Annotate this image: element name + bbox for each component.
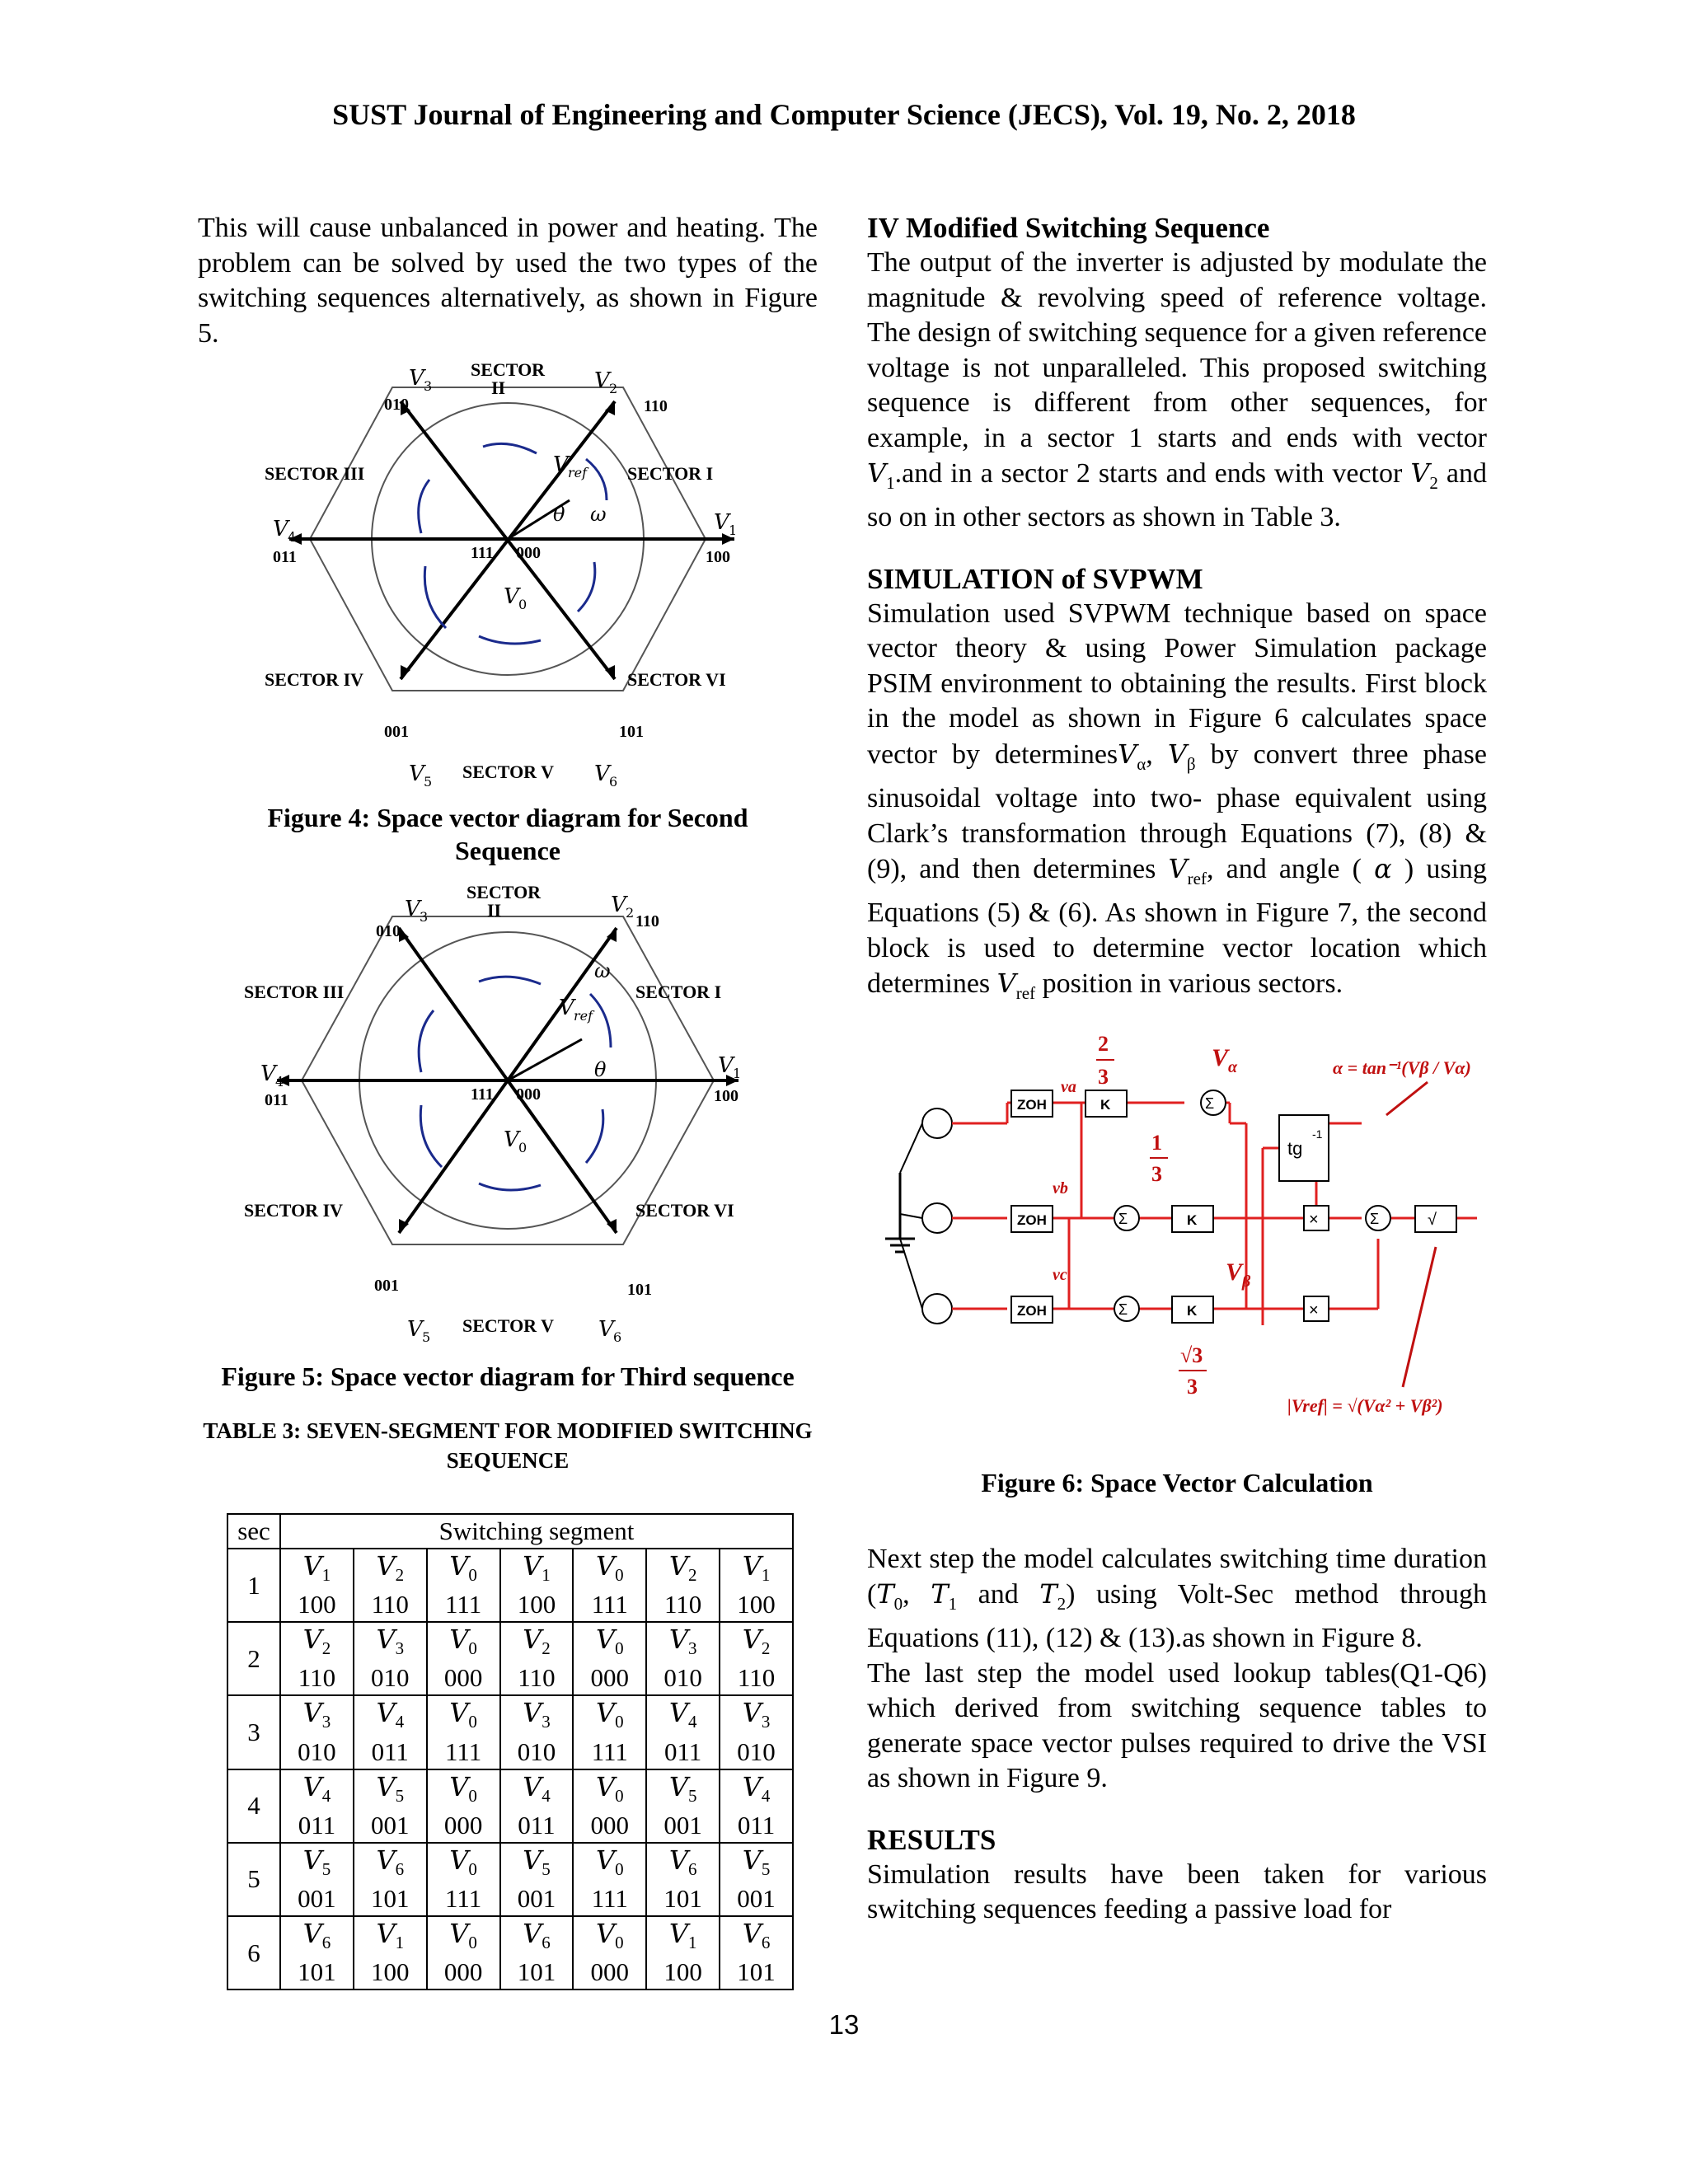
fig5-v2: V xyxy=(611,893,626,917)
fig4-omega: ω xyxy=(590,503,607,526)
left-column xyxy=(198,211,818,1475)
segment-cell: $V_4$ 011 xyxy=(354,1695,427,1769)
fig4-v1: V xyxy=(714,510,729,535)
segment-cell: $V_3$ 010 xyxy=(646,1622,720,1695)
fig5-code-011: 011 xyxy=(265,1091,288,1109)
gain-3b: 3 xyxy=(1151,1161,1162,1186)
intro-paragraph: This will cause unbalanced in power and heating. The problem can be solved by used the two types of the switching sequences alternatively, as shown in Figure 5. xyxy=(198,213,818,349)
sector-cell: 5 xyxy=(227,1843,280,1916)
segment-cell: $V_1$ 100 xyxy=(646,1916,720,1990)
switching-segment-table xyxy=(227,1513,794,1990)
segment-cell: $V_0$ 111 xyxy=(427,1549,500,1622)
zoh-label-b: ZOH xyxy=(1017,1212,1047,1228)
table-row xyxy=(227,1916,793,1990)
table-body xyxy=(227,1549,793,1990)
gain-root3: √3 xyxy=(1180,1343,1203,1367)
source-a xyxy=(922,1108,952,1324)
table-3-title-line1: TABLE 3: SEVEN-SEGMENT FOR MODIFIED SWITCHING xyxy=(203,1418,813,1443)
results-paragraph: Simulation results have been taken for various switching sequences feeding a passive load for xyxy=(867,1858,1487,1925)
table-row xyxy=(227,1769,793,1843)
fig4-v6: V xyxy=(594,762,610,786)
fig4-code-110: 110 xyxy=(644,397,668,415)
segment-cell: $V_0$ 111 xyxy=(573,1843,646,1916)
segment-cell: $V_5$ 001 xyxy=(646,1769,720,1843)
next-step-paragraph: Next step the model calculates switching time duration ($T_0$, $T_1$ and $T_2$) using Volt-Sec method through Equations (11), (12) & (13).as shown in Figure 8. xyxy=(867,1543,1487,1654)
fig4-vref: V xyxy=(553,452,569,477)
gain-3c: 3 xyxy=(1187,1374,1198,1399)
journal-header: SUST Journal of Engineering and Computer Science (JECS), Vol. 19, No. 2, 2018 xyxy=(332,98,1356,131)
table-3-title-line2: SEQUENCE xyxy=(446,1448,570,1473)
k-label-a: K xyxy=(1100,1096,1111,1113)
arctan-block xyxy=(1279,1115,1329,1181)
vc-label: vc xyxy=(1053,1265,1067,1284)
segment-cell: $V_4$ 011 xyxy=(280,1769,354,1843)
segment-header: Switching segment xyxy=(280,1514,793,1549)
gain-3: 3 xyxy=(1098,1064,1109,1089)
fig5-code-001: 001 xyxy=(374,1277,399,1295)
svg-text:4: 4 xyxy=(288,529,297,545)
fig4-v3: V xyxy=(409,366,424,391)
fig5-code-100: 100 xyxy=(714,1087,738,1105)
fig4-code-101: 101 xyxy=(619,723,644,741)
sector-cell: 1 xyxy=(227,1549,280,1622)
mult-a-label: × xyxy=(1309,1210,1319,1229)
segment-cell: $V_3$ 010 xyxy=(354,1622,427,1695)
svg-text:0: 0 xyxy=(518,597,528,612)
fig5-sector6-label: SECTOR VI xyxy=(635,1200,734,1221)
figure-4-caption-line2: Sequence xyxy=(455,836,560,865)
modified-sequence-heading: IV Modified Switching Sequence xyxy=(867,212,1270,244)
segment-cell: $V_5$ 001 xyxy=(280,1843,354,1916)
k-label-c: K xyxy=(1187,1302,1198,1319)
simulation-heading: SIMULATION of SVPWM xyxy=(867,562,1203,595)
fig5-theta: θ xyxy=(594,1058,607,1081)
fig5-code-101: 101 xyxy=(627,1281,652,1299)
segment-cell: $V_1$ 100 xyxy=(500,1549,574,1622)
svg-text:4: 4 xyxy=(275,1074,284,1090)
simulation-paragraph: Simulation used SVPWM technique based on space vector theory & using Power Simulation package PSIM environment to obtaining the results. First block in the model as shown in Figure 6 calculates space vector by determinesV$_\alpha$, $V_\beta$ by convert three phase sinusoidal voltage into two- phase equivalent using Clark’s transformation through Equations (7), (8) & (9), and then determines $V_{ref}$, and angle ( α ) using Equations (5) & (6). As shown in Figure 7, the second block is used to determine vector location which determines $V_{ref}$ position in various sectors. xyxy=(867,598,1487,1004)
vref-pointer xyxy=(1403,1247,1436,1387)
fig5-v1: V xyxy=(718,1053,734,1078)
fig4-sector4-label: SECTOR IV xyxy=(265,669,364,690)
svg-text:6: 6 xyxy=(613,1329,622,1345)
fig4-code-111: 111 xyxy=(471,544,494,562)
gain-2: 2 xyxy=(1098,1032,1109,1056)
table-header-row xyxy=(227,1514,793,1549)
figure-5-diagram xyxy=(219,879,796,1357)
svg-text:2: 2 xyxy=(626,905,635,921)
fig5-v3: V xyxy=(405,897,420,921)
segment-cell: $V_0$ 000 xyxy=(573,1622,646,1695)
fig4-v0: V xyxy=(504,584,519,609)
alpha-equation: α = tan⁻¹(Vβ / Vα) xyxy=(1333,1057,1471,1078)
sector-cell: 6 xyxy=(227,1916,280,1990)
figure-6-diagram xyxy=(867,1033,1487,1461)
figure-4-caption xyxy=(198,801,818,867)
table-row xyxy=(227,1622,793,1695)
fig4-v5: V xyxy=(409,762,424,786)
fig4-sector2-label: SECTOR xyxy=(471,359,546,380)
fig4-code-010: 010 xyxy=(384,396,409,414)
fig4-v4: V xyxy=(273,517,288,541)
figure-6-caption: Figure 6: Space Vector Calculation xyxy=(981,1467,1373,1497)
svg-text:3: 3 xyxy=(424,378,433,394)
zoh-label-a: ZOH xyxy=(1017,1096,1047,1113)
vb-label: vb xyxy=(1053,1179,1068,1197)
fig4-code-000: 000 xyxy=(516,544,541,562)
segment-cell: $V_2$ 110 xyxy=(720,1622,793,1695)
segment-cell: $V_2$ 110 xyxy=(354,1549,427,1622)
segment-cell: $V_0$ 111 xyxy=(573,1549,646,1622)
svg-text:β: β xyxy=(1242,1272,1251,1291)
sqrt-label: √ xyxy=(1428,1210,1437,1229)
fig4-sector6-label: SECTOR VI xyxy=(627,669,726,690)
k-label-b: K xyxy=(1187,1212,1198,1228)
segment-cell: $V_0$ 000 xyxy=(427,1769,500,1843)
segment-cell: $V_1$ 100 xyxy=(280,1549,354,1622)
segment-cell: $V_0$ 111 xyxy=(427,1695,500,1769)
segment-cell: $V_5$ 001 xyxy=(354,1769,427,1843)
right-column xyxy=(867,211,1487,1928)
segment-cell: $V_2$ 110 xyxy=(280,1622,354,1695)
segment-cell: $V_0$ 111 xyxy=(573,1695,646,1769)
sec-header: sec xyxy=(227,1514,280,1549)
alpha-pointer xyxy=(1386,1082,1428,1115)
va-label: va xyxy=(1061,1077,1076,1096)
sector-cell: 3 xyxy=(227,1695,280,1769)
results-heading: RESULTS xyxy=(867,1823,996,1856)
segment-cell: $V_4$ 011 xyxy=(500,1769,574,1843)
svg-text:5: 5 xyxy=(422,1329,431,1345)
fig5-code-111: 111 xyxy=(471,1085,494,1104)
svg-text:α: α xyxy=(1228,1057,1238,1076)
segment-cell: $V_3$ 010 xyxy=(280,1695,354,1769)
svg-text:6: 6 xyxy=(609,774,618,790)
svg-text:ref: ref xyxy=(568,465,588,480)
segment-cell: $V_0$ 111 xyxy=(427,1843,500,1916)
sum-a-label: Σ xyxy=(1205,1094,1215,1112)
segment-cell: $V_6$ 101 xyxy=(354,1843,427,1916)
segment-cell: $V_4$ 011 xyxy=(720,1769,793,1843)
fig4-sector3-label: SECTOR III xyxy=(265,463,365,484)
svg-text:5: 5 xyxy=(424,774,433,790)
fig5-v4: V xyxy=(260,1062,276,1086)
fig5-v0: V xyxy=(504,1127,519,1152)
segment-cell: $V_2$ 110 xyxy=(500,1622,574,1695)
tg-sup: -1 xyxy=(1312,1127,1323,1141)
fig4-sector1-label: SECTOR I xyxy=(627,463,714,484)
svg-text:ref: ref xyxy=(574,1008,593,1024)
sector-cell: 4 xyxy=(227,1769,280,1843)
fig5-sector4-label: SECTOR IV xyxy=(244,1200,344,1221)
fig4-sector2-num: II xyxy=(491,377,506,398)
sum-b-label: Σ xyxy=(1118,1210,1128,1227)
fig5-v5: V xyxy=(407,1317,423,1342)
fig4-v2: V xyxy=(594,368,610,393)
svg-text:3: 3 xyxy=(420,909,429,925)
segment-cell: $V_1$ 100 xyxy=(354,1916,427,1990)
mult-b-label: × xyxy=(1309,1301,1319,1319)
segment-cell: $V_6$ 101 xyxy=(280,1916,354,1990)
fig4-sector5-label: SECTOR V xyxy=(462,762,555,782)
segment-cell: $V_3$ 010 xyxy=(720,1695,793,1769)
gain-1: 1 xyxy=(1151,1130,1162,1155)
svg-text:1: 1 xyxy=(733,1066,742,1081)
page-number: 13 xyxy=(828,2009,860,2040)
v-alpha-label: V xyxy=(1212,1043,1229,1071)
segment-cell: $V_6$ 101 xyxy=(720,1916,793,1990)
fig5-omega: ω xyxy=(594,959,611,982)
zoh-label-c: ZOH xyxy=(1017,1302,1047,1319)
table-row xyxy=(227,1549,793,1622)
segment-cell: $V_4$ 011 xyxy=(646,1695,720,1769)
svg-text:1: 1 xyxy=(729,523,738,538)
vref-equation: |Vref| = √(Vα² + Vβ²) xyxy=(1287,1394,1443,1416)
fig4-code-100: 100 xyxy=(706,548,730,566)
table-row xyxy=(227,1695,793,1769)
sum-out-label: Σ xyxy=(1370,1210,1380,1227)
segment-cell: $V_5$ 001 xyxy=(500,1843,574,1916)
fig4-code-001: 001 xyxy=(384,723,409,741)
svg-text:2: 2 xyxy=(609,381,618,396)
sum-c-label: Σ xyxy=(1118,1301,1128,1318)
v-beta-label: V xyxy=(1226,1258,1243,1286)
svg-text:0: 0 xyxy=(518,1140,528,1155)
last-step-paragraph: The last step the model used lookup tables(Q1-Q6) which derived from switching sequence tables to generate space vector pulses required to drive the VSI as shown in Figure 9. xyxy=(867,1657,1487,1794)
segment-cell: $V_1$ 100 xyxy=(720,1549,793,1622)
fig4-theta: θ xyxy=(553,503,565,526)
fig5-sector3-label: SECTOR III xyxy=(244,982,345,1002)
segment-cell: $V_6$ 101 xyxy=(500,1916,574,1990)
segment-cell: $V_0$ 000 xyxy=(573,1769,646,1843)
segment-cell: $V_0$ 000 xyxy=(427,1622,500,1695)
table-row xyxy=(227,1843,793,1916)
fig5-sector2-num: II xyxy=(487,900,502,921)
fig5-code-000: 000 xyxy=(516,1085,541,1104)
segment-cell: $V_2$ 110 xyxy=(646,1549,720,1622)
segment-cell: $V_3$ 010 xyxy=(500,1695,574,1769)
modified-sequence-paragraph: The output of the inverter is adjusted by modulate the magnitude & revolving speed of reference voltage. The design of switching sequence for a given reference voltage is not unparalleled. This proposed switching sequence is different from other sequences, for example, in a sector 1 starts and ends with vector $V_1.and$ in a sector 2 starts and ends with vector $V_2$ and so on in other sectors as shown in Table 3. xyxy=(867,247,1487,533)
fig5-v6: V xyxy=(598,1317,614,1342)
tg-label: tg xyxy=(1287,1137,1303,1159)
fig4-code-011: 011 xyxy=(273,548,297,566)
segment-cell: $V_6$ 101 xyxy=(646,1843,720,1916)
figure-4-diagram xyxy=(244,356,771,801)
figure-4-caption-line1: Figure 4: Space vector diagram for Second xyxy=(267,803,748,832)
fig5-sector2-label: SECTOR xyxy=(467,882,542,902)
segment-cell: $V_0$ 000 xyxy=(427,1916,500,1990)
figure-5-caption: Figure 5: Space vector diagram for Third sequence xyxy=(221,1361,795,1391)
fig5-code-010: 010 xyxy=(376,922,401,940)
table-3-title xyxy=(198,1416,818,1475)
segment-cell: $V_5$ 001 xyxy=(720,1843,793,1916)
segment-cell: $V_0$ 000 xyxy=(573,1916,646,1990)
fig5-code-110: 110 xyxy=(635,912,659,930)
fig5-sector1-label: SECTOR I xyxy=(635,982,722,1002)
fig5-vref: V xyxy=(559,996,574,1020)
sector-cell: 2 xyxy=(227,1622,280,1695)
fig5-sector5-label: SECTOR V xyxy=(462,1315,555,1336)
